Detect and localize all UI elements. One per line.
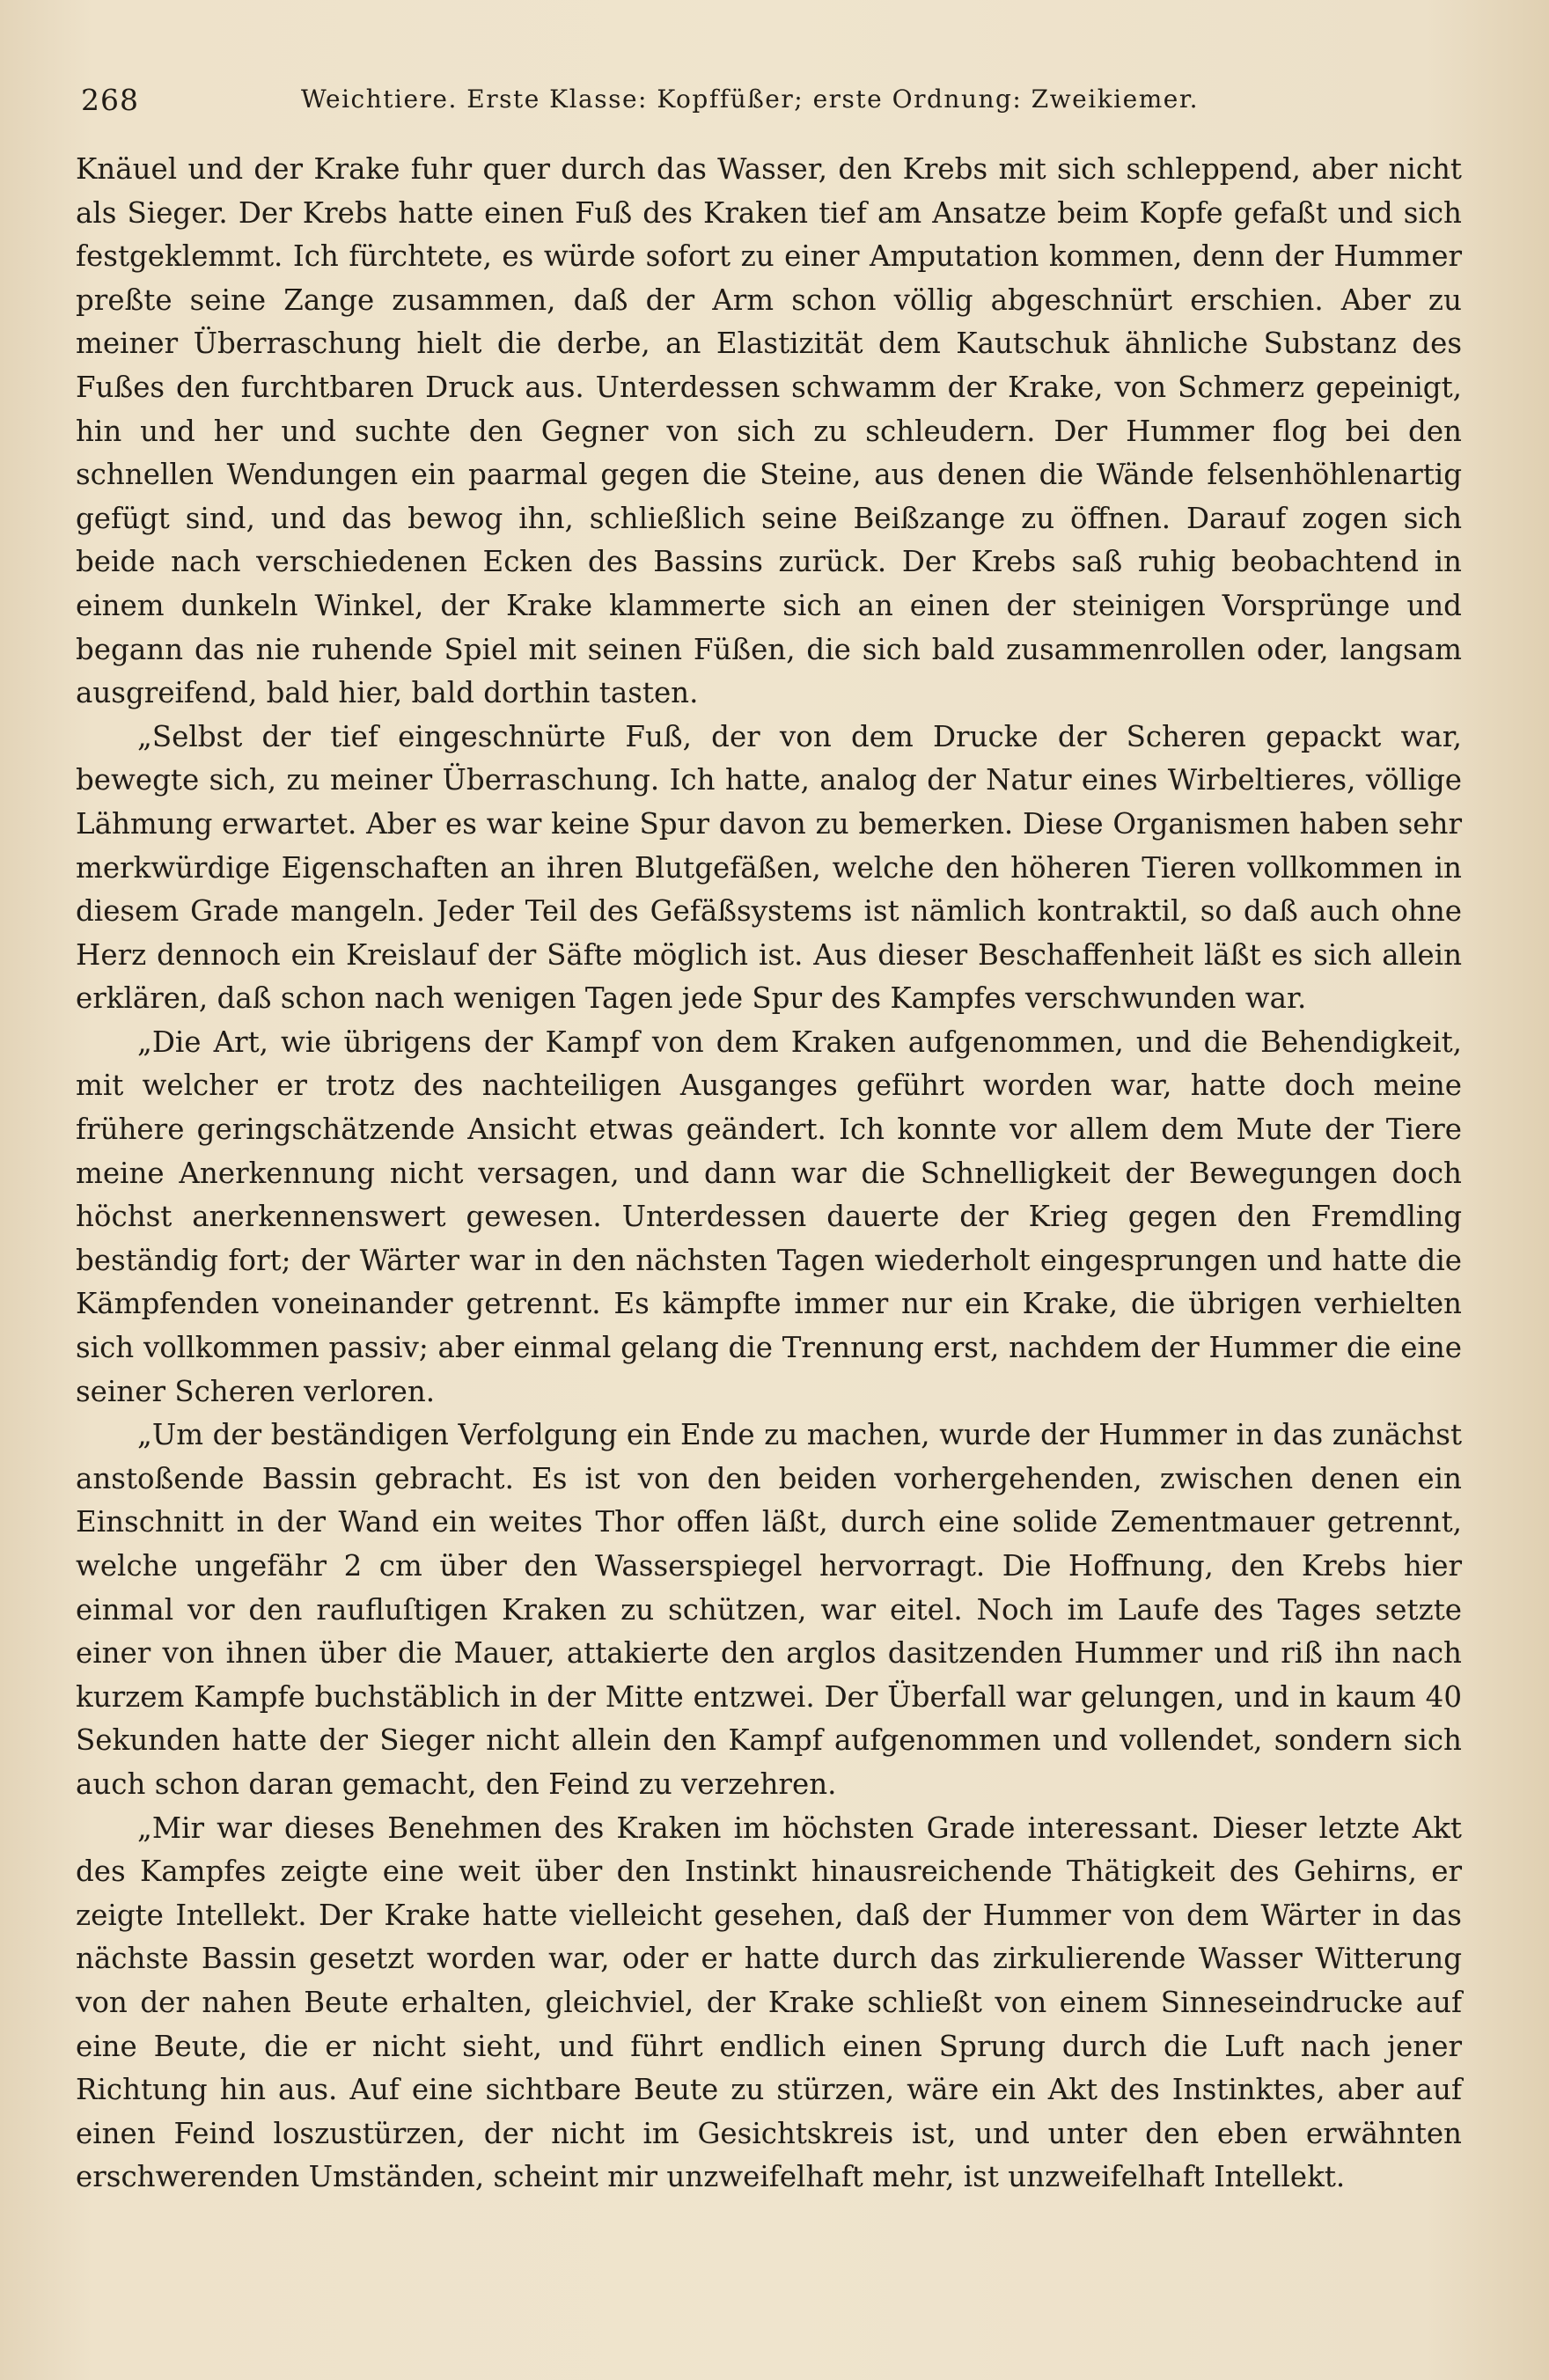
- paragraph: Knäuel und der Krake fuhr quer durch das Wasser, den Krebs mit sich schleppend, aber nicht als Sieger. Der Krebs hatte einen Fuß des Kraken tief am Ansatze beim Kopfe gefaßt und sich festgeklemmt. Ich fürchtete, es würde sofort zu einer Amputation kommen, denn der Hummer preßte seine Zange zusammen, daß der Arm schon völlig abgeschnürt erschien. Aber zu meiner Überraschung hielt die derbe, an Elastizität dem Kautschuk ähnliche Substanz des Fußes den furchtbaren Druck aus. Unterdessen schwamm der Krake, von Schmerz gepeinigt, hin und her und suchte den Gegner von sich zu schleudern. Der Hummer flog bei den schnellen Wendungen ein paarmal gegen die Steine, aus denen die Wände felsenhöhlenartig gefügt sind, und das bewog ihn, schließlich seine Beißzange zu öffnen. Darauf zogen sich beide nach verschiedenen Ecken des Bassins zurück. Der Krebs saß ruhig beobachtend in einem dunkeln Winkel, der Krake klammerte sich an einen der steinigen Vorsprünge und begann das nie ruhende Spiel mit seinen Füßen, die sich bald zusammenrollen oder, langsam ausgreifend, bald hier, bald dorthin tasten.: [76, 152, 1462, 710]
- page-number: 268: [81, 83, 139, 117]
- paragraph: „Selbst der tief eingeschnürte Fuß, der von dem Drucke der Scheren gepackt war, bewegte sich, zu meiner Überraschung. Ich hatte, analog der Natur eines Wirbeltieres, völlige Lähmung erwartet. Aber es war keine Spur davon zu bemerken. Diese Organismen haben sehr merkwürdige Eigenschaften an ihren Blutgefäßen, welche den höheren Tieren vollkommen in diesem Grade mangeln. Jeder Teil des Gefäßsystems ist nämlich kontraktil, so daß auch ohne Herz dennoch ein Kreislauf der Säfte möglich ist. Aus dieser Beschaffenheit läßt es sich allein erklären, daß schon nach wenigen Tagen jede Spur des Kampfes verschwunden war.: [76, 719, 1462, 1016]
- paragraph: „Die Art, wie übrigens der Kampf von dem Kraken aufgenommen, und die Behendigkeit, mit welcher er trotz des nachteiligen Ausganges geführt worden war, hatte doch meine frühere geringschätzende Ansicht etwas geändert. Ich konnte vor allem dem Mute der Tiere meine Anerkennung nicht versagen, und dann war die Schnelligkeit der Bewegungen doch höchst anerkennenswert gewesen. Unterdessen dauerte der Krieg gegen den Fremdling beständig fort; der Wärter war in den nächsten Tagen wiederholt eingesprungen und hatte die Kämpfenden voneinander getrennt. Es kämpfte immer nur ein Krake, die übrigen verhielten sich vollkommen passiv; aber einmal gelang die Trennung erst, nachdem der Hummer die eine seiner Scheren verloren.: [76, 1025, 1462, 1408]
- body-text: [76, 148, 1462, 2200]
- paragraph: „Mir war dieses Benehmen des Kraken im höchsten Grade interessant. Dieser letzte Akt des Kampfes zeigte eine weit über den Instinkt hinausreichende Thätigkeit des Gehirns, er zeigte Intellekt. Der Krake hatte vielleicht gesehen, daß der Hummer von dem Wärter in das nächste Bassin gesetzt worden war, oder er hatte durch das zirkulierende Wasser Witterung von der nahen Beute erhalten, gleichviel, der Krake schließt von einem Sinneseindrucke auf eine Beute, die er nicht sieht, und führt endlich einen Sprung durch die Luft nach jener Richtung hin aus. Auf eine sichtbare Beute zu stürzen, wäre ein Akt des Instinktes, aber auf einen Feind loszustürzen, der nicht im Gesichtskreis ist, und unter den eben erwähnten erschwerenden Umständen, scheint mir unzweifelhaft mehr, ist unzweifelhaft Intellekt.: [76, 1811, 1462, 2194]
- page-header: [72, 83, 1450, 127]
- paragraph: „Um der beständigen Verfolgung ein Ende zu machen, wurde der Hummer in das zunächst anstoßende Bassin gebracht. Es ist von den beiden vorhergehenden, zwischen denen ein Einschnitt in der Wand ein weites Thor offen läßt, durch eine solide Zementmauer getrennt, welche ungefähr 2 cm über den Wasserspiegel hervorragt. Die Hoffnung, den Krebs hier einmal vor den raufluſtigen Kraken zu schützen, war eitel. Noch im Laufe des Tages setzte einer von ihnen über die Mauer, attakierte den arglos dasitzenden Hummer und riß ihn nach kurzem Kampfe buchstäblich in der Mitte entzwei. Der Überfall war gelungen, und in kaum 40 Sekunden hatte der Sieger nicht allein den Kampf aufgenommen und vollendet, sondern sich auch schon daran gemacht, den Feind zu verzehren.: [76, 1418, 1462, 1801]
- running-head: Weichtiere. Erste Klasse: Kopffüßer; erste Ordnung: Zweikiemer.: [301, 84, 1200, 114]
